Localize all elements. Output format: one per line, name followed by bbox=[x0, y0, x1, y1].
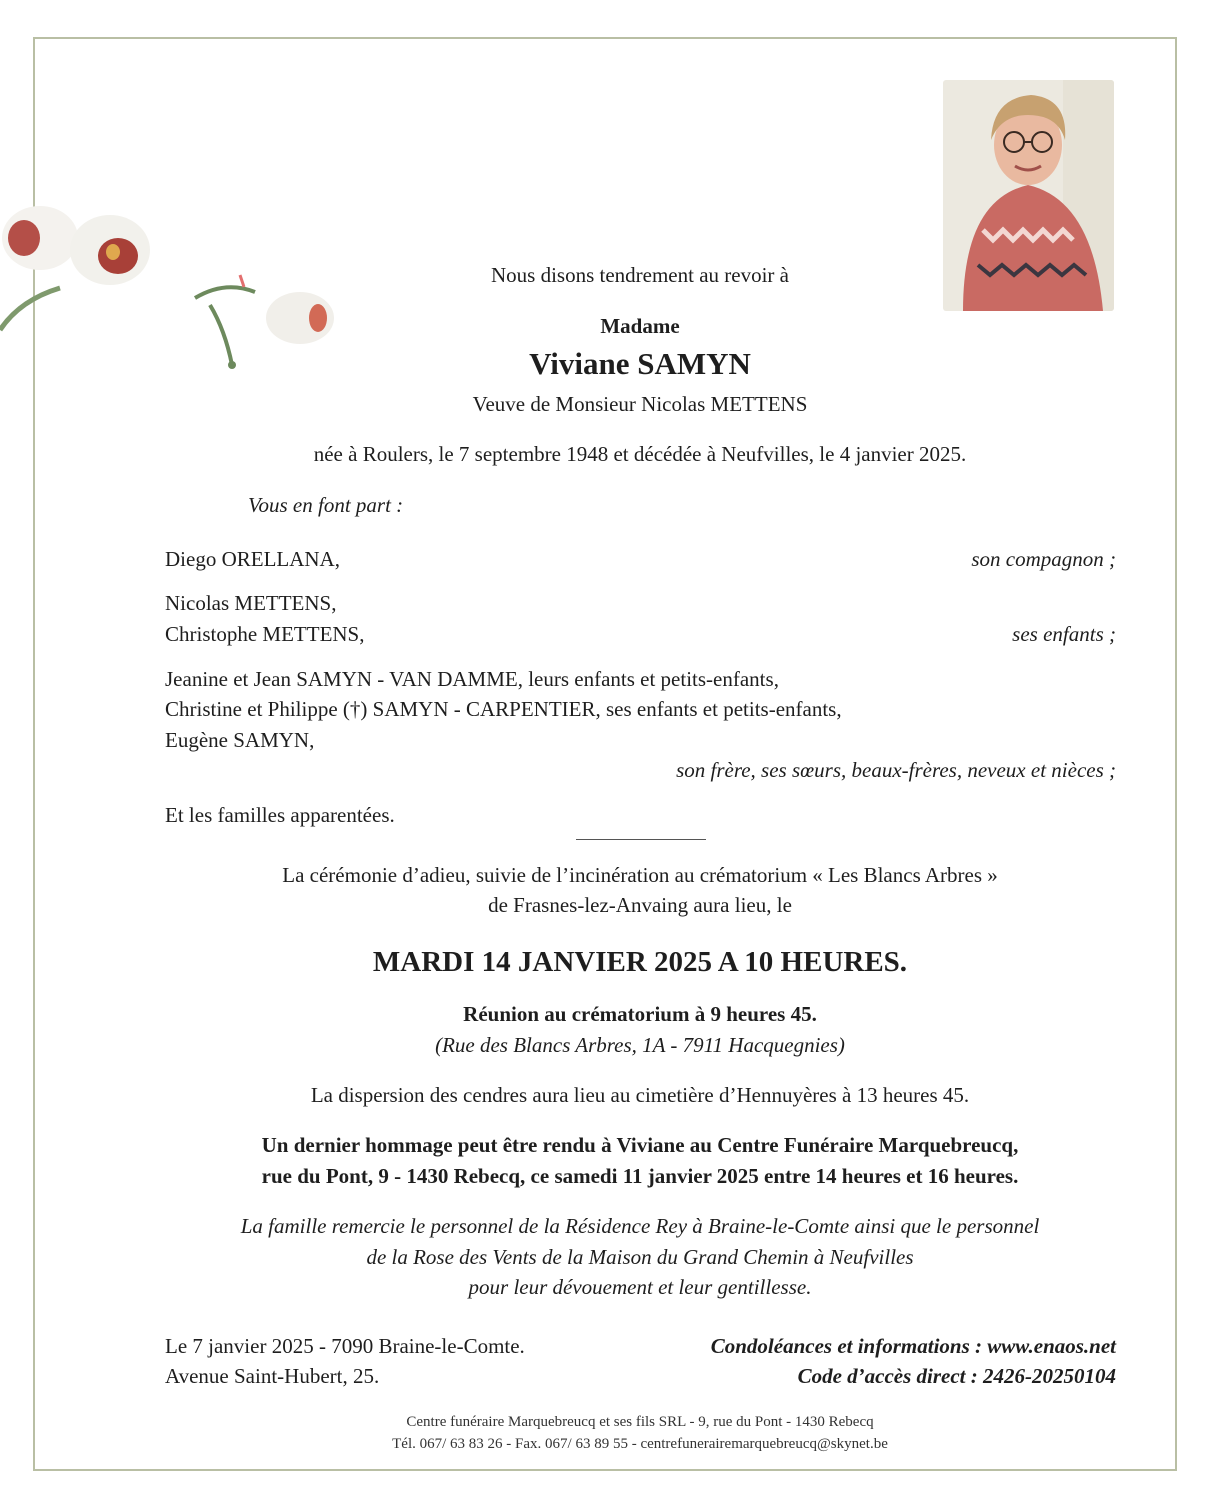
homage-line2: rue du Pont, 9 - 1430 Rebecq, ce samedi 11 janvier 2025 entre 14 heures et 16 heures. bbox=[261, 1164, 1019, 1188]
access-code: Code d’accès direct : 2426-20250104 bbox=[797, 1364, 1116, 1388]
ceremony-line1: La cérémonie d’adieu, suivie de l’incinération au crématorium « Les Blancs Arbres » bbox=[282, 863, 998, 887]
birth-death-line: née à Roulers, le 7 septembre 1948 et décédée à Neufvilles, le 4 janvier 2025. bbox=[313, 442, 967, 466]
family-name: Diego ORELLANA, bbox=[165, 547, 340, 571]
ceremony-meeting: Réunion au crématorium à 9 heures 45. bbox=[463, 1002, 817, 1026]
family-relation: ses enfants ; bbox=[1012, 622, 1116, 646]
funeral-home-imprint: Centre funéraire Marquebreucq et ses fils SRL - 9, rue du Pont - 1430 Rebecq bbox=[406, 1414, 874, 1430]
thanks-line1: La famille remercie le personnel de la Résidence Rey à Braine-le-Comte ainsi que le personnel bbox=[240, 1214, 1040, 1238]
family-name: Christine et Philippe (†) SAMYN - CARPENTIER, ses enfants et petits-enfants, bbox=[165, 697, 842, 721]
family-relation: son frère, ses sœurs, beaux-frères, neveux et nièces ; bbox=[676, 758, 1116, 782]
deceased-status: Veuve de Monsieur Nicolas METTENS bbox=[472, 392, 808, 416]
related-families: Et les familles apparentées. bbox=[165, 803, 395, 827]
family-name: Jeanine et Jean SAMYN - VAN DAMME, leurs enfants et petits-enfants, bbox=[165, 667, 779, 691]
footer-address: Avenue Saint-Hubert, 25. bbox=[165, 1364, 380, 1388]
divider bbox=[576, 839, 706, 840]
condolences-website: Condoléances et informations : www.enaos.net bbox=[710, 1334, 1116, 1358]
announce-intro: Vous en font part : bbox=[248, 493, 404, 517]
ceremony-address: (Rue des Blancs Arbres, 1A - 7911 Hacquegnies) bbox=[435, 1033, 845, 1057]
thanks-line2: de la Rose des Vents de la Maison du Grand Chemin à Neufvilles bbox=[366, 1245, 914, 1269]
opening-line: Nous disons tendrement au revoir à bbox=[490, 263, 789, 287]
family-name: Eugène SAMYN, bbox=[165, 728, 315, 752]
ceremony-line2: de Frasnes-lez-Anvaing aura lieu, le bbox=[488, 893, 792, 917]
thanks-line3: pour leur dévouement et leur gentillesse. bbox=[468, 1275, 812, 1299]
deceased-title: Madame bbox=[600, 314, 680, 338]
ashes-dispersion: La dispersion des cendres aura lieu au cimetière d’Hennuyères à 13 heures 45. bbox=[310, 1083, 970, 1107]
homage-line1: Un dernier hommage peut être rendu à Viviane au Centre Funéraire Marquebreucq, bbox=[261, 1133, 1019, 1157]
deceased-name: Viviane SAMYN bbox=[529, 346, 751, 381]
ceremony-date: MARDI 14 JANVIER 2025 A 10 HEURES. bbox=[372, 946, 908, 978]
funeral-home-contact: Tél. 067/ 63 83 26 - Fax. 067/ 63 89 55 - centrefunerairemarquebreucq@skynet.be bbox=[392, 1436, 888, 1452]
family-name: Nicolas METTENS, bbox=[165, 591, 337, 615]
family-name: Christophe METTENS, bbox=[165, 622, 365, 646]
footer-date-place: Le 7 janvier 2025 - 7090 Braine-le-Comte. bbox=[165, 1334, 525, 1358]
family-relation: son compagnon ; bbox=[971, 547, 1116, 571]
